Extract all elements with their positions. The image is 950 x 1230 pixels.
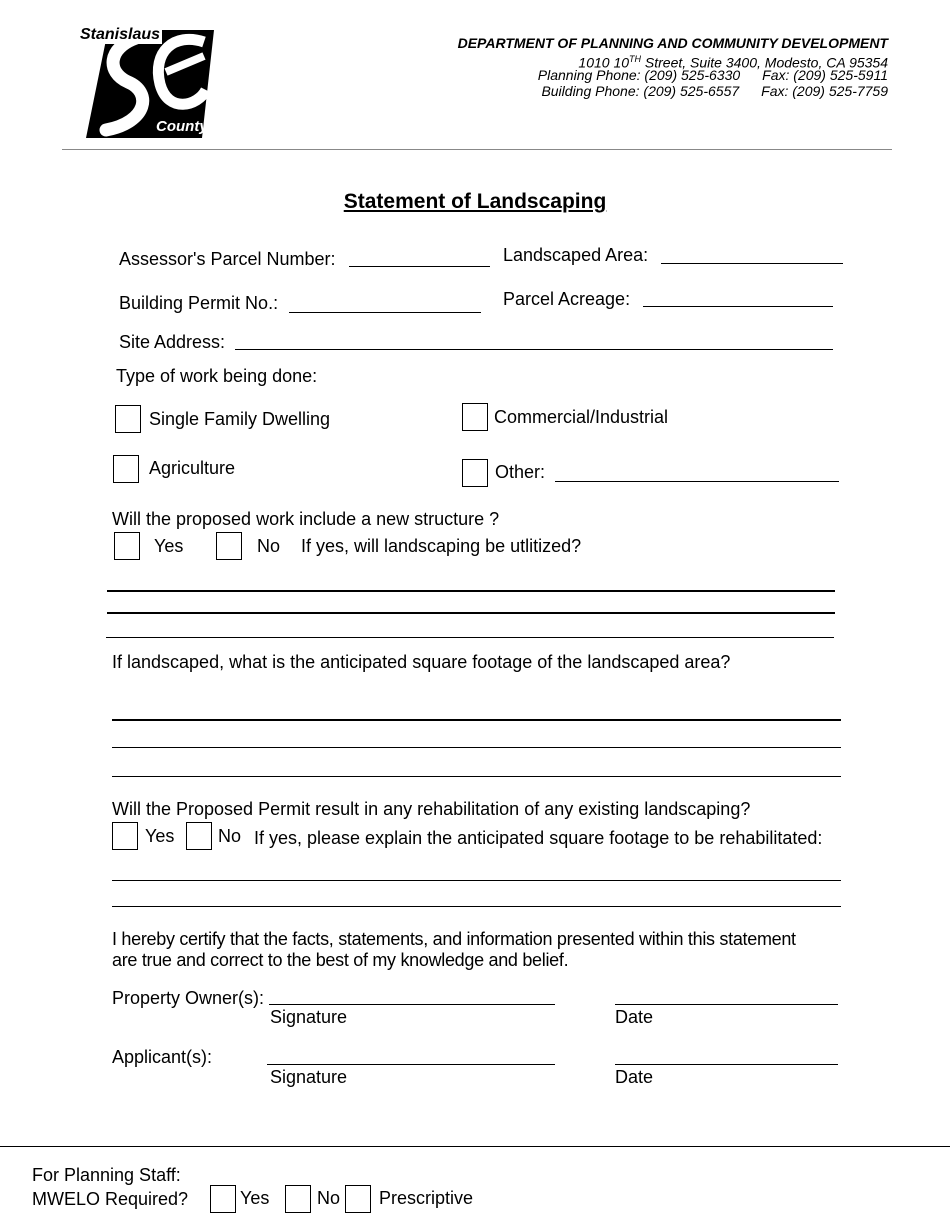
address-number: 1010 10 — [578, 54, 630, 71]
staff-divider — [0, 1146, 950, 1147]
applicant-label: Applicant(s): — [112, 1047, 213, 1067]
square-footage-line-1[interactable] — [112, 719, 841, 721]
page-title: Statement of Landscaping — [343, 190, 607, 213]
answer-line-2[interactable] — [107, 612, 835, 614]
apn-label: Assessor's Parcel Number: — [119, 249, 336, 269]
work-type-label: Type of work being done: — [116, 366, 318, 386]
building-phone: Building Phone: (209) 525-6557 — [541, 83, 740, 99]
agriculture-checkbox[interactable] — [113, 455, 139, 483]
applicant-signature-caption: Signature — [270, 1067, 348, 1087]
rehab-line-1[interactable] — [112, 880, 841, 881]
commercial-checkbox[interactable] — [462, 403, 488, 431]
single-family-checkbox[interactable] — [115, 405, 141, 433]
building-fax: Fax: (209) 525-7759 — [761, 83, 888, 99]
mwelo-yes-label: Yes — [240, 1188, 270, 1208]
planning-fax: Fax: (209) 525-5911 — [762, 67, 888, 83]
other-checkbox[interactable] — [462, 459, 488, 487]
certify-line-2: are true and correct to the best of my knowledge and belief. — [112, 950, 569, 970]
permit-field[interactable] — [289, 312, 481, 313]
rehab-no-label: No — [218, 826, 242, 846]
mwelo-prescriptive-label: Prescriptive — [379, 1188, 474, 1208]
site-address-label: Site Address: — [119, 332, 226, 352]
planning-contact — [538, 67, 888, 83]
address-street: Street, Suite 3400, Modesto, CA 95354 — [641, 54, 888, 71]
rehab-followup: If yes, please explain the anticipated square footage to be rehabilitated: — [254, 828, 823, 848]
county-logo — [78, 26, 218, 140]
other-field[interactable] — [555, 481, 839, 482]
rehab-no-checkbox[interactable] — [186, 822, 212, 850]
owner-date-field[interactable] — [615, 1004, 838, 1005]
owner-signature-caption: Signature — [270, 1007, 348, 1027]
rehab-yes-checkbox[interactable] — [112, 822, 138, 850]
parcel-acreage-field[interactable] — [643, 306, 833, 307]
staff-label: For Planning Staff: — [32, 1165, 181, 1185]
square-footage-line-2[interactable] — [112, 747, 841, 748]
new-structure-followup: If yes, will landscaping be utlitized? — [301, 536, 582, 556]
rehab-line-2[interactable] — [112, 906, 841, 907]
building-contact — [541, 83, 888, 99]
applicant-date-field[interactable] — [615, 1064, 838, 1065]
landscaped-area-field[interactable] — [661, 263, 843, 264]
rehab-question: Will the Proposed Permit result in any rehabilitation of any existing landscaping? — [112, 799, 751, 819]
address-superscript: TH — [629, 54, 642, 64]
answer-line-1[interactable] — [107, 590, 835, 592]
square-footage-line-3[interactable] — [112, 776, 841, 777]
permit-label: Building Permit No.: — [119, 293, 279, 313]
new-structure-no-checkbox[interactable] — [216, 532, 242, 560]
new-structure-no-label: No — [257, 536, 281, 556]
mwelo-no-label: No — [317, 1188, 341, 1208]
logo-text-bottom: County — [156, 118, 208, 135]
certify-line-1: I hereby certify that the facts, statements, and information presented within this statement — [112, 929, 796, 949]
new-structure-yes-checkbox[interactable] — [114, 532, 140, 560]
agriculture-label: Agriculture — [149, 458, 236, 478]
planning-phone: Planning Phone: (209) 525-6330 — [537, 67, 741, 83]
owner-signature-field[interactable] — [269, 1004, 555, 1005]
new-structure-question: Will the proposed work include a new structure ? — [112, 509, 500, 529]
header-divider — [62, 149, 892, 150]
owner-date-caption: Date — [615, 1007, 654, 1027]
applicant-date-caption: Date — [615, 1067, 654, 1087]
single-family-label: Single Family Dwelling — [149, 409, 331, 429]
rehab-yes-label: Yes — [145, 826, 175, 846]
apn-field[interactable] — [349, 266, 490, 267]
new-structure-yes-label: Yes — [154, 536, 184, 556]
mwelo-label: MWELO Required? — [32, 1189, 189, 1209]
logo-text-top: Stanislaus — [80, 26, 161, 43]
department-name: DEPARTMENT OF PLANNING AND COMMUNITY DEVELOPMENT — [457, 35, 888, 51]
owner-label: Property Owner(s): — [112, 988, 265, 1008]
answer-line-3[interactable] — [106, 637, 834, 638]
mwelo-no-checkbox[interactable] — [285, 1185, 311, 1213]
site-address-field[interactable] — [235, 349, 833, 350]
commercial-label: Commercial/Industrial — [494, 407, 669, 427]
mwelo-prescriptive-checkbox[interactable] — [345, 1185, 371, 1213]
parcel-acreage-label: Parcel Acreage: — [503, 289, 631, 309]
square-footage-question: If landscaped, what is the anticipated square footage of the landscaped area? — [112, 652, 731, 672]
applicant-signature-field[interactable] — [267, 1064, 555, 1065]
landscaped-area-label: Landscaped Area: — [503, 245, 649, 265]
mwelo-yes-checkbox[interactable] — [210, 1185, 236, 1213]
other-label: Other: — [495, 462, 546, 482]
